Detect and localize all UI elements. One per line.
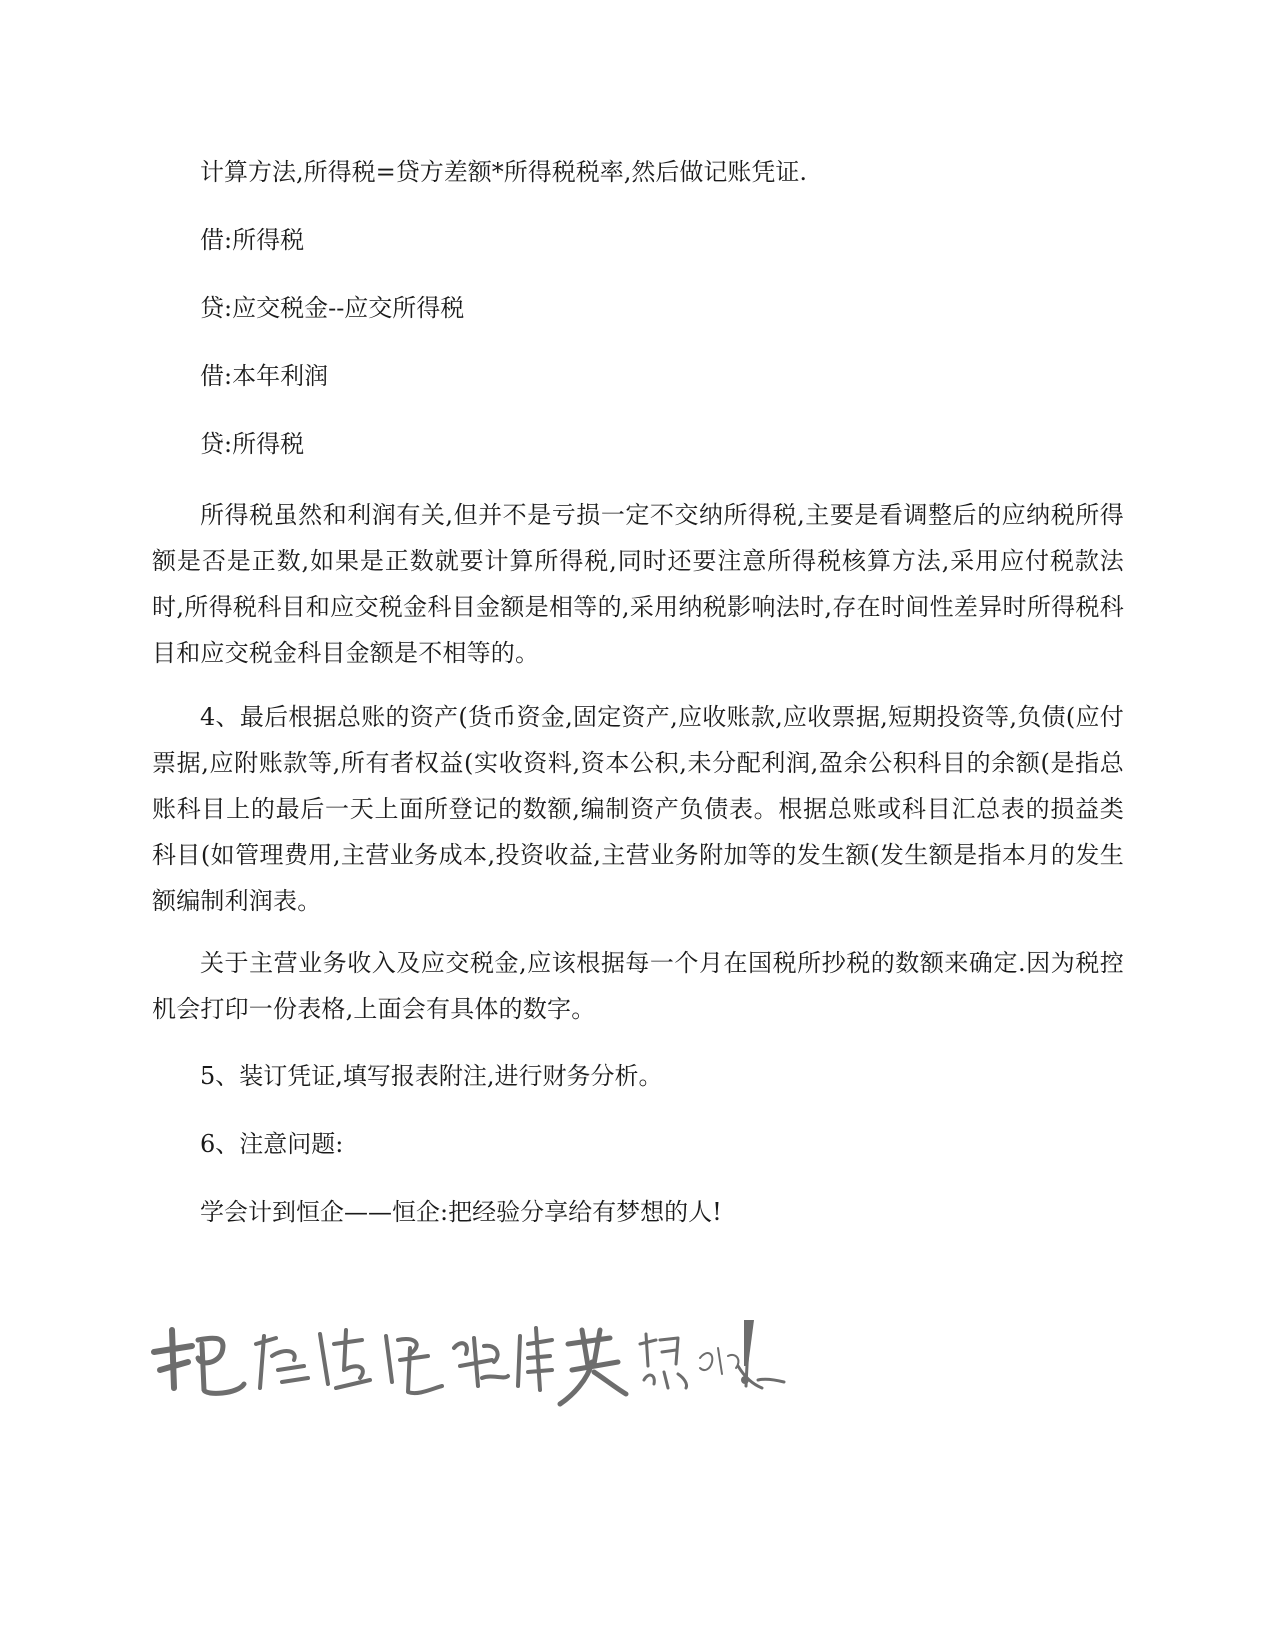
debit-profit-line: 借:本年利润 xyxy=(200,362,329,390)
calc-method-line: 计算方法,所得税=贷方差额*所得税税率,然后做记账凭证. xyxy=(200,158,807,186)
step6-line: 6、注意问题: xyxy=(200,1130,344,1158)
credit-income-tax-line: 贷:所得税 xyxy=(200,430,305,458)
credit-tax-payable-line: 贷:应交税金--应交所得税 xyxy=(200,294,465,322)
debit-income-tax-line: 借:所得税 xyxy=(200,226,305,254)
step5-line: 5、装订凭证,填写报表附注,进行财务分析。 xyxy=(200,1062,663,1090)
income-tax-note-paragraph: 所得税虽然和利润有关,但并不是亏损一定不交纳所得税,主要是看调整后的应纳税所得额是否是正数,如果是正数就要计算所得税,同时还要注意所得税核算方法,采用应付税款法时,所得税科目和应交税金科目金额是相等的,采用纳税影响法时,存在时间性差异时所得税科目和应交税金科目金额是不相等的。 xyxy=(152,501,1124,667)
handwritten-signature-image xyxy=(148,1290,788,1410)
signature-text: 把经验传递给有梦想的人! xyxy=(148,1290,160,1291)
step4-paragraph: 4、最后根据总账的资产(货币资金,固定资产,应收账款,应收票据,短期投资等,负债(应付票据,应附账款等,所有者权益(实收资料,资本公积,未分配利润,盈余公积科目的余额(是指总账科目上的最后一天上面所登记的数额,编制资产负债表。根据总账或科目汇总表的损益类科目(如管理费用,主营业务成本,投资收益,主营业务附加等的发生额(发生额是指本月的发生额编制利润表。 xyxy=(152,703,1124,915)
slogan-line: 学会计到恒企——恒企:把经验分享给有梦想的人! xyxy=(200,1198,722,1226)
revenue-note-paragraph: 关于主营业务收入及应交税金,应该根据每一个月在国税所抄税的数额来确定.因为税控机会打印一份表格,上面会有具体的数字。 xyxy=(152,949,1124,1023)
